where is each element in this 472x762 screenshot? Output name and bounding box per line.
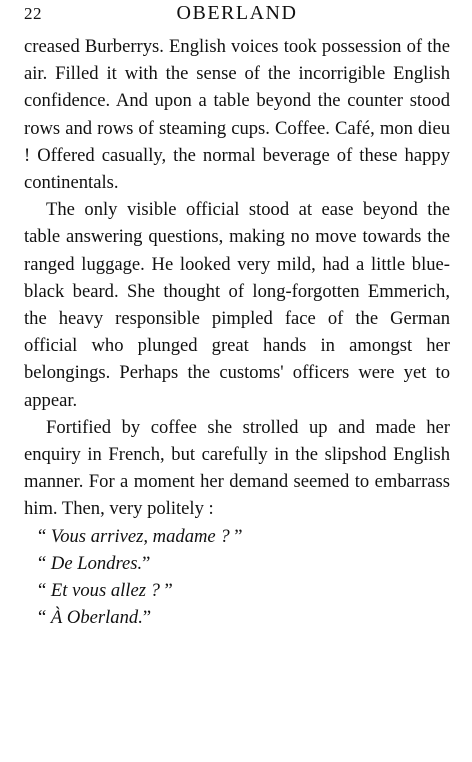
close-quote: ” <box>142 552 151 574</box>
close-quote: ” <box>142 607 152 629</box>
open-quote: “ <box>38 525 47 547</box>
book-page <box>0 2 472 762</box>
dialogue-text: De Londres. <box>50 552 143 574</box>
dialogue-line <box>38 604 450 631</box>
page-number: 22 <box>24 4 42 23</box>
open-quote: “ <box>38 580 47 602</box>
close-quote: ” <box>229 525 243 547</box>
close-quote: ” <box>159 580 173 602</box>
dialogue-text: À Oberland. <box>50 607 143 629</box>
open-quote: “ <box>38 607 47 629</box>
paragraph-3: Fortified by coffee she strolled up and made her enquiry in French, but carefully in the slipshod English manner. For a moment her demand seemed to embarrass him. Then, very politely : <box>24 416 450 520</box>
open-quote: “ <box>38 552 47 574</box>
dialogue-line <box>38 550 450 577</box>
dialogue-line <box>38 577 450 604</box>
paragraph-1: creased Burberrys. English voices took possession of the air. Filled it with the sense of the incorrigible English confidence. And upon a table beyond the counter stood rows and rows of steaming cups. Coffee. Café, mon dieu ! Offered casually, the normal beverage of these happy continentals. <box>24 36 450 194</box>
page-header <box>24 2 450 28</box>
paragraph-2: The only visible official stood at ease beyond the table answering questions, making no move towards the ranged luggage. He looked very mild, had a little blue-black beard. She thought of long-forgotten Emmerich, the heavy responsible pimpled face of the German official who plunged great hands in amongst her belongings. Perhaps the customs' officers were yet to appear. <box>24 199 450 411</box>
dialogue-text: Vous arrivez, madame ? <box>50 525 230 547</box>
running-head: OBERLAND <box>176 2 298 24</box>
dialogue-block <box>24 523 450 632</box>
dialogue-line <box>38 523 450 550</box>
dialogue-text: Et vous allez ? <box>50 580 160 602</box>
body-text <box>24 33 450 631</box>
